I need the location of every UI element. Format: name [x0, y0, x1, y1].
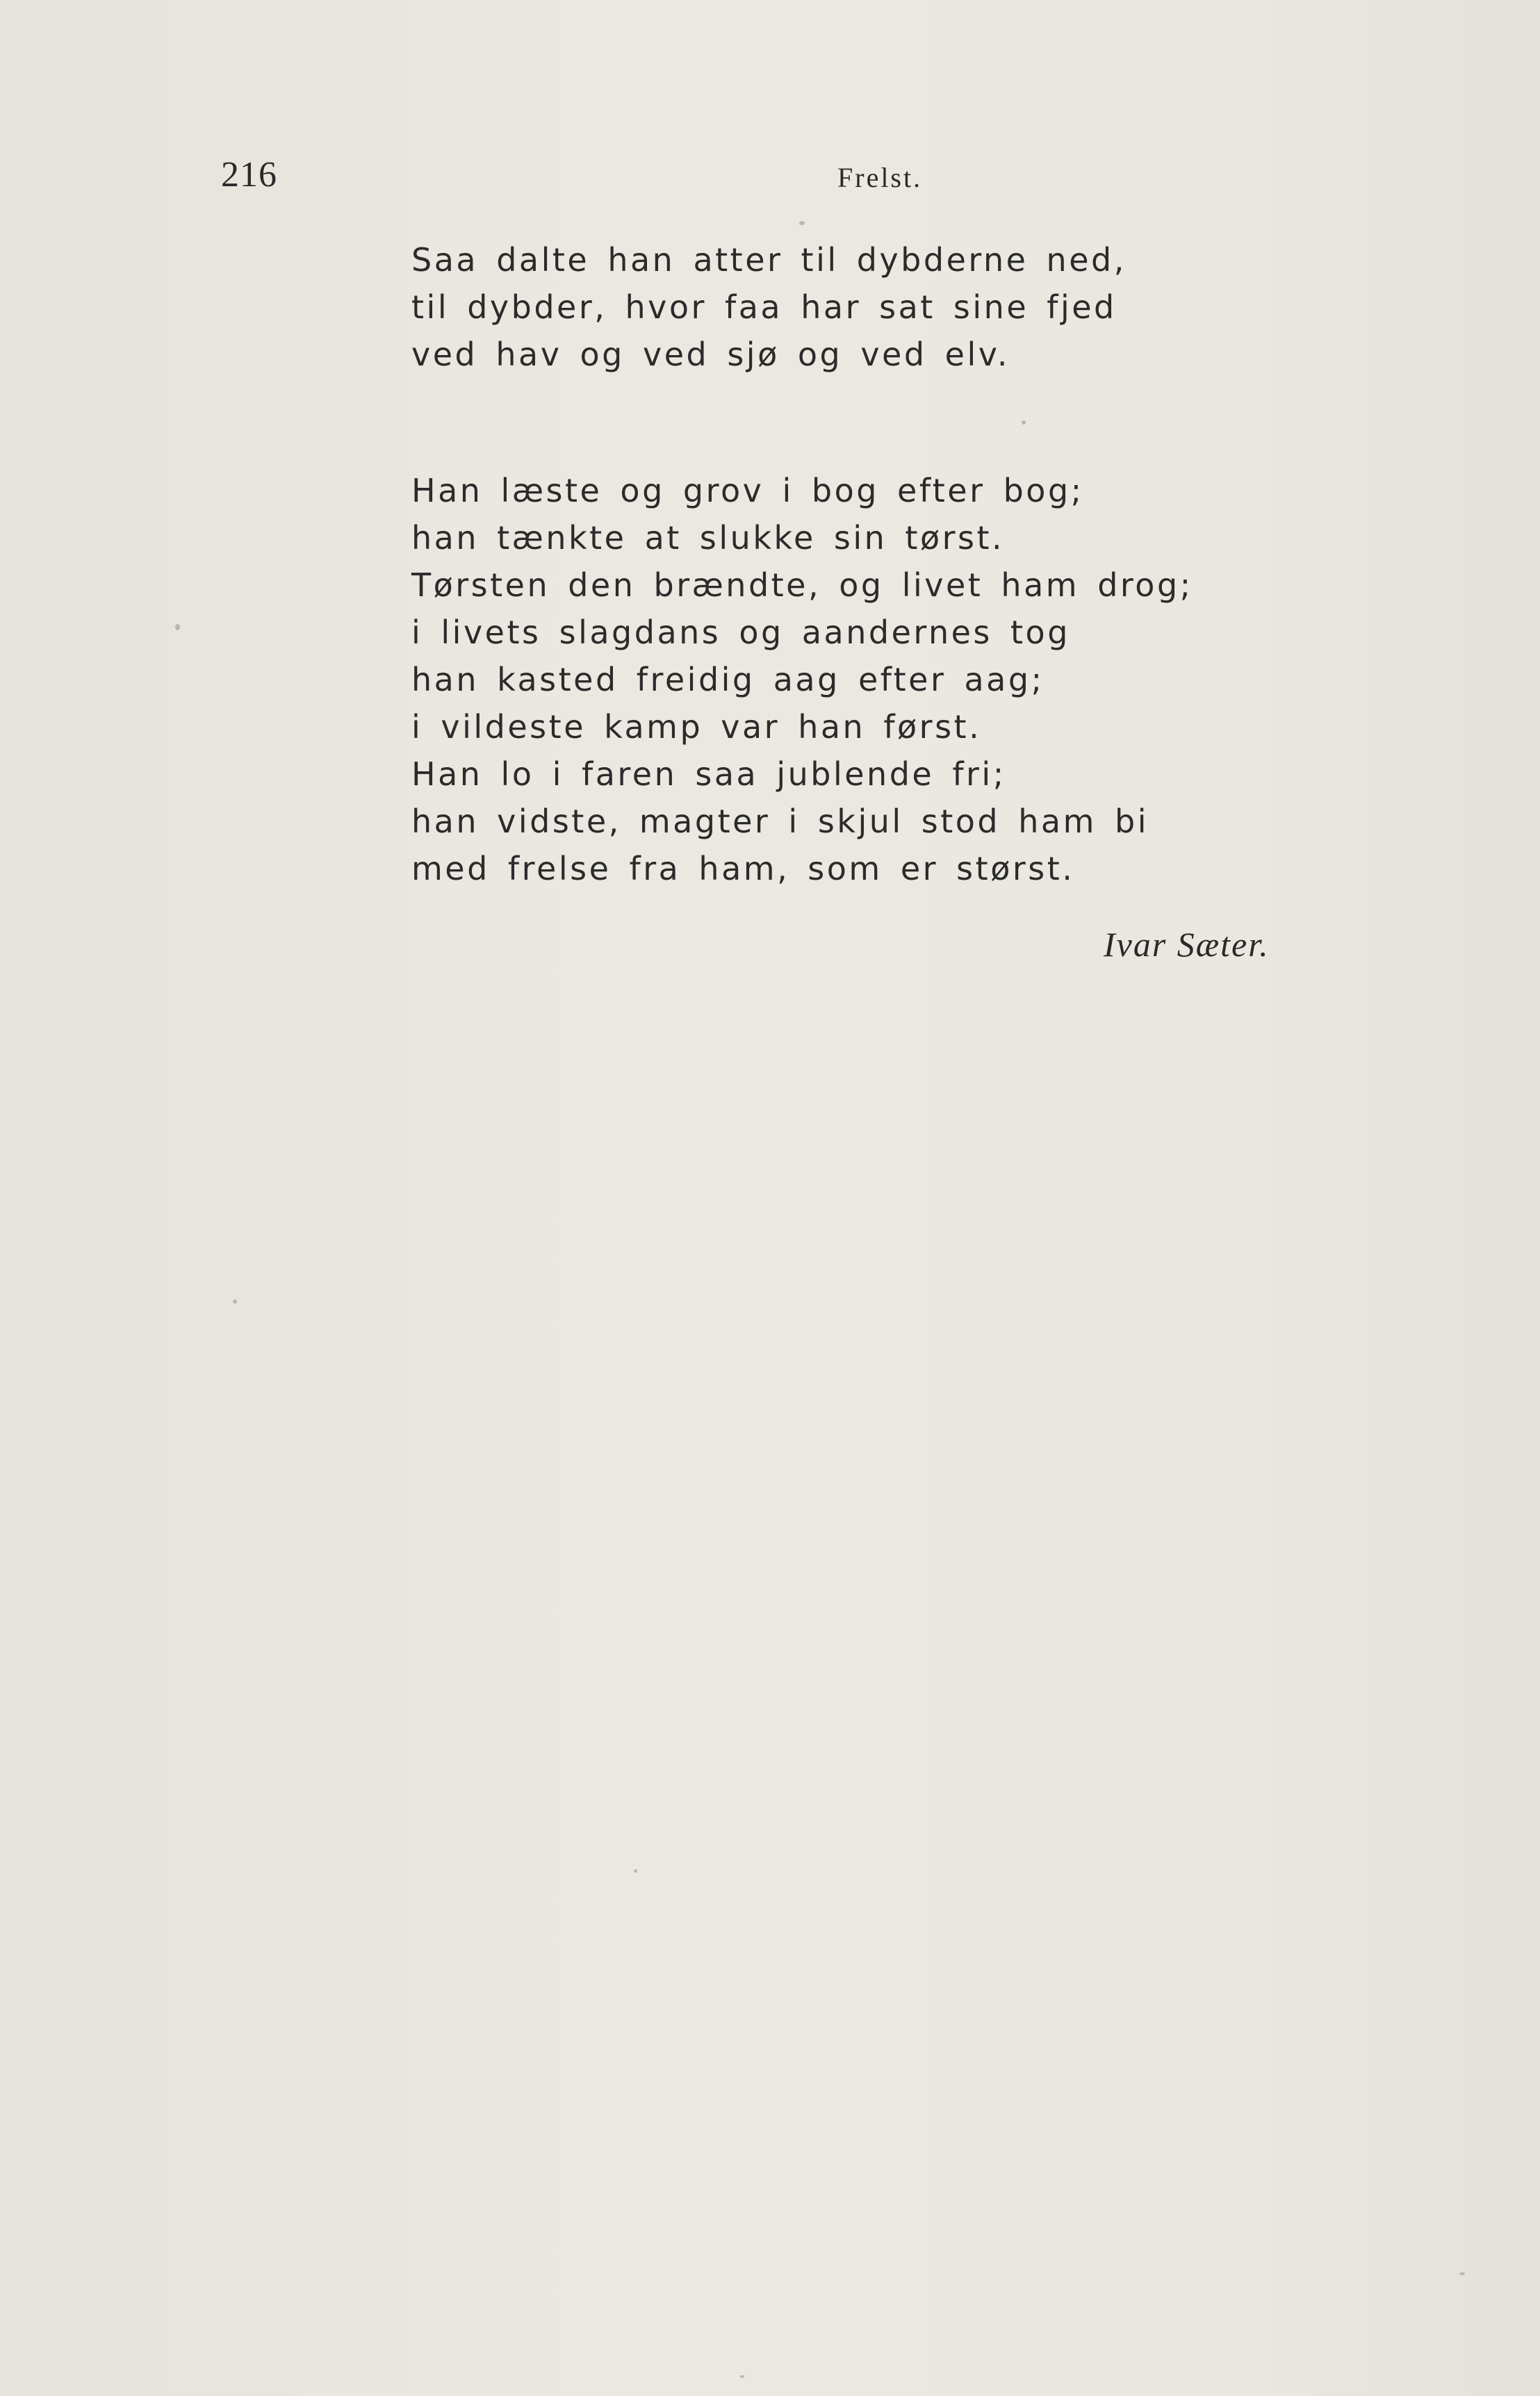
paper-speck — [175, 624, 180, 630]
poem-line: Tørsten den brændte, og livet ham drog; — [411, 566, 1193, 604]
poem-line: med frelse fra ham, som er størst. — [411, 850, 1075, 887]
paper-speck — [1459, 2272, 1465, 2275]
poem-stanza-1 — [411, 236, 1127, 378]
poem-line: han vidste, magter i skjul stod ham bi — [411, 803, 1149, 840]
poem-line: han kasted freidig aag efter aag; — [411, 661, 1045, 698]
poem-line: Saa dalte han atter til dybderne ned, — [411, 241, 1127, 279]
running-title: Frelst. — [837, 162, 923, 193]
paper-speck — [634, 1869, 637, 1873]
poem-stanza-2 — [411, 467, 1193, 892]
poem-line: Han lo i faren saa jublende fri; — [411, 755, 1006, 793]
poem-line: i livets slagdans og aandernes tog — [411, 614, 1070, 651]
page-number: 216 — [221, 155, 277, 195]
poem-line: til dybder, hvor faa har sat sine fjed — [411, 288, 1117, 326]
paper-speck — [740, 2375, 744, 2378]
poem-line: Han læste og grov i bog efter bog; — [411, 472, 1084, 509]
paper-speck — [233, 1299, 237, 1304]
poem-line: ved hav og ved sjø og ved elv. — [411, 336, 1010, 373]
poem-line: han tænkte at slukke sin tørst. — [411, 519, 1005, 557]
poem-line: i vildeste kamp var han først. — [411, 708, 982, 746]
author-signature: Ivar Sæter. — [1104, 925, 1270, 964]
paper-speck — [799, 221, 805, 225]
paper-speck — [1022, 420, 1026, 425]
